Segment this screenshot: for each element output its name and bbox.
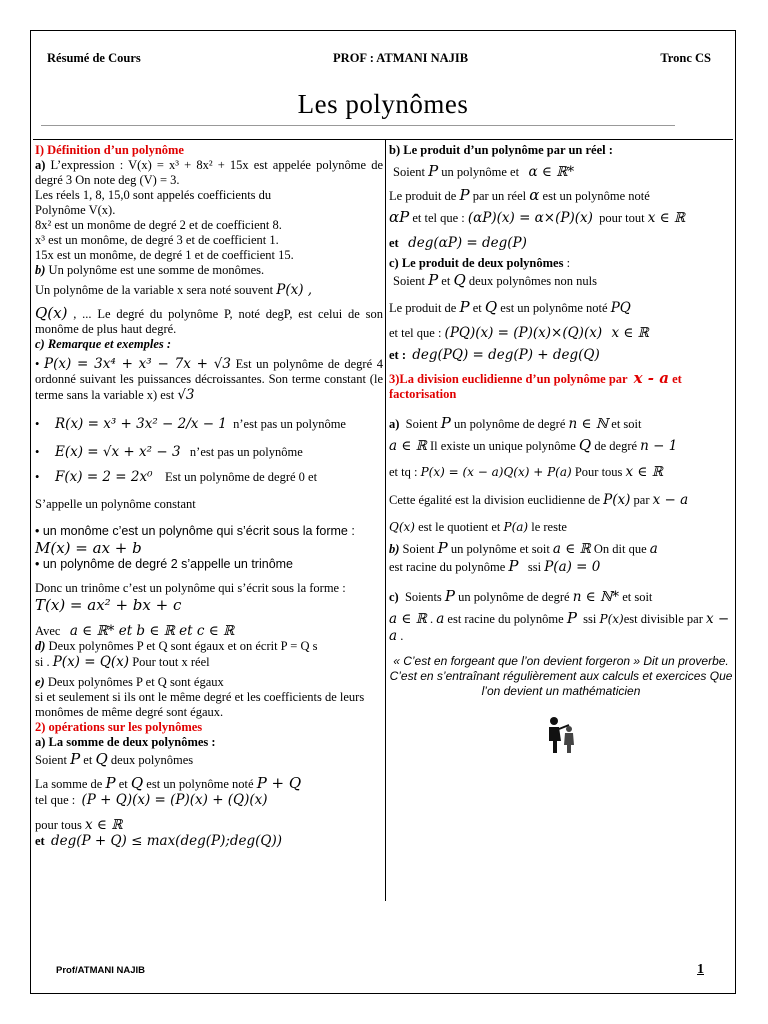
section1-title: I) Définition d’un polynôme xyxy=(35,143,184,157)
sum-line3 xyxy=(35,792,383,808)
def-e-text: Deux polynômes P et Q sont égaux xyxy=(47,674,224,689)
dc-a: a ∈ ℝ xyxy=(389,611,427,628)
da-n: n ∈ ℕ xyxy=(568,416,609,433)
example-4: • F(x) = 2 = 2x⁰ Est un polynôme de degré 0 et xyxy=(35,468,318,485)
pb-p: P xyxy=(428,162,439,180)
dc-text4: est racine du polynôme xyxy=(447,612,564,627)
def-d-text3: Pour tout x réel xyxy=(132,655,210,670)
def-a xyxy=(35,158,383,188)
def-b xyxy=(35,263,383,278)
da-qx: Q(x) xyxy=(389,519,415,534)
def-d2 xyxy=(35,654,383,670)
quote-1: « C’est en forgeant que l’on devient forgeron » Dit un proverbe. xyxy=(393,653,729,668)
pc-title: c) Le produit de deux polynômes xyxy=(389,255,564,270)
da-q: Q xyxy=(578,436,592,455)
da-text10: le reste xyxy=(531,519,567,534)
example-3-math: E(x) = √x + x² − 3 xyxy=(55,443,181,460)
da-text9: est le quotient et xyxy=(418,519,501,534)
db-ssi: ssi xyxy=(527,560,542,575)
def-e2: si et seulement si ils ont le même degré et les coefficients de leurs monômes de même degré sont égaux. xyxy=(35,689,365,719)
da-text4: Il existe un unique polynôme xyxy=(429,439,576,454)
example-2-math: R(x) = x³ + 3x² − 2/x − 1 xyxy=(55,415,227,432)
da-px: P(x) xyxy=(603,491,631,508)
db-soient: Soient xyxy=(402,541,435,556)
db-text4: est racine du polynôme xyxy=(389,560,506,575)
pb-text7: pour tout xyxy=(599,211,645,226)
da-a: a ∈ ℝ xyxy=(389,438,427,455)
monome-x3: x³ est un monôme, de degré 3 et de coefficient 1. xyxy=(35,233,279,247)
da-label: a) xyxy=(389,417,400,432)
sum-q2: Q xyxy=(130,773,144,792)
monome-15x: 15x est un monôme, de degré 1 et de coefficient 15. xyxy=(35,248,294,262)
prod-two-line1 xyxy=(389,271,733,289)
prod-two-line3 xyxy=(389,325,733,341)
section3-title2: factorisation xyxy=(389,387,457,402)
constant-poly: S’appelle un polynôme constant xyxy=(35,497,196,512)
dc-end: . xyxy=(400,628,404,643)
pc-et2: et xyxy=(472,300,482,315)
example-2: • R(x) = x³ + 3x² − 2/x − 1 n’est pas un polynôme xyxy=(35,415,346,432)
pb-deg: deg(αP) = deg(P) xyxy=(408,235,527,252)
dc-text2: un polynôme de degré xyxy=(458,590,570,605)
da-text7: Pour tous xyxy=(574,464,623,479)
dc-ssi: ssi xyxy=(583,612,597,627)
sum-title: a) La somme de deux polynômes : xyxy=(35,734,216,749)
pb-math: (αP)(x) = α×(P)(x) xyxy=(467,210,593,227)
example-1: • P(x) = 3x⁴ + x³ − 7x + √3 Est un polynôme de degré 4 ordonné suivant les puissances décroissantes. Son terme constant (le terme sans la variable x) est √3 xyxy=(35,356,383,404)
pc-text4: est un polynôme noté xyxy=(500,300,608,315)
remark-title: c) Remarque et exemples : xyxy=(35,337,172,352)
pc-et3: et : xyxy=(389,347,406,362)
prod-two-line2 xyxy=(389,298,733,316)
title-rule xyxy=(41,125,675,126)
dc-xa: x − a xyxy=(389,611,730,644)
header-left: Résumé de Cours xyxy=(47,51,141,65)
teacher-student-picture xyxy=(543,713,579,755)
quote-2: C’est en s’entraînant régulièrement aux calculs et exercices Que l’on devient un mathématicien xyxy=(389,668,733,698)
def-d-text: Deux polynômes P et Q sont égaux et on écrit P = Q s xyxy=(48,639,318,654)
example-2-text: n’est pas un polynôme xyxy=(233,416,346,431)
pc-q2: Q xyxy=(484,297,498,316)
dc-p2: P xyxy=(566,609,577,628)
sum-tel-que: tel que : xyxy=(35,792,76,807)
prod-real-line3 xyxy=(389,208,733,226)
sum-line4 xyxy=(35,817,383,833)
da-pa: P(a) xyxy=(503,519,529,534)
s3-et: et xyxy=(672,372,682,387)
notation-px: P(x) , xyxy=(276,282,313,298)
monome-math: M(x) = ax + b xyxy=(35,539,142,558)
da-text3: et soit xyxy=(611,417,642,432)
pb-text4: par un réel xyxy=(472,189,527,204)
sum-line5 xyxy=(35,833,383,849)
pc-deg: deg(PQ) = deg(P) + deg(Q) xyxy=(412,346,600,363)
pc-text2: deux polynômes non nuls xyxy=(468,273,598,288)
pb-ap: αP xyxy=(389,208,410,227)
header xyxy=(47,51,711,66)
trinome-def: • un polynôme de degré 2 s’appelle un trinôme xyxy=(35,557,294,572)
pb-x: x ∈ ℝ xyxy=(647,210,686,227)
content-top-border xyxy=(33,139,733,140)
pb-et: et xyxy=(389,236,399,251)
dc-p: P xyxy=(444,587,455,606)
column-divider xyxy=(385,139,386,901)
div-a-line5 xyxy=(389,520,733,535)
da-text8: Cette égalité est la division euclidienne de xyxy=(389,492,601,507)
db-av: a xyxy=(649,540,658,557)
pb-text5: est un polynôme noté xyxy=(542,189,650,204)
s3-title: 3)La division euclidienne d’un polynôme par xyxy=(389,372,628,387)
sum-p2: P xyxy=(105,773,116,792)
sum-deux: deux polynômes xyxy=(110,752,194,767)
pc-soient: Soient xyxy=(393,273,425,288)
pc-colon: : xyxy=(566,255,571,270)
sum-et2: et xyxy=(118,776,128,791)
sum-pour-tous: pour tous xyxy=(35,817,82,832)
trinome-def2: Donc un trinôme c’est un polynôme qui s’écrit sous la forme : xyxy=(35,581,346,596)
db-a: a ∈ ℝ xyxy=(552,540,591,557)
notation-qx: Q(x) xyxy=(35,304,68,323)
pc-et: et xyxy=(441,273,451,288)
db-text2: un polynôme et soit xyxy=(450,541,550,556)
pc-p2: P xyxy=(459,297,470,316)
div-b-line2 xyxy=(389,557,733,575)
notation-text: Un polynôme de la variable x sera noté souvent xyxy=(35,283,274,297)
prod-real-title: b) Le produit d’un polynôme par un réel : xyxy=(389,143,613,157)
def-d-math: P(x) = Q(x) xyxy=(52,654,130,671)
sum-deg: deg(P + Q) ≤ max(deg(P);deg(Q)) xyxy=(50,832,283,849)
sum-p: P xyxy=(70,749,81,768)
degree-def-text: , ... Le degré du polynôme P, noté degP, est celui de son monôme de plus haut degré. xyxy=(35,307,383,337)
example-1-text: Est un polynôme de degré 4 ordonné suivant les puissances décroissantes. Son terme constant (le terme sans la variable x) est xyxy=(35,357,383,403)
dc-text5: est divisible par xyxy=(623,612,703,627)
da-text5: de degré xyxy=(594,439,638,454)
div-a-line4 xyxy=(389,492,733,508)
da-xa: x − a xyxy=(652,491,689,508)
sum-math: (P + Q)(x) = (P)(x) + (Q)(x) xyxy=(81,791,268,808)
sum-x: x ∈ ℝ xyxy=(85,816,123,833)
da-n1: n − 1 xyxy=(640,438,678,455)
right-column xyxy=(389,143,733,755)
page-title: Les polynômes xyxy=(297,89,469,119)
example-1-const: √3 xyxy=(177,387,195,404)
monome-form-math xyxy=(35,539,383,557)
s3-xa: x - a xyxy=(633,369,669,388)
da-math: P(x) = (x − a)Q(x) + P(a) xyxy=(420,464,572,479)
header-right: Tronc CS xyxy=(660,51,711,65)
page-number: 1 xyxy=(697,962,704,977)
dc-dot: . xyxy=(429,612,434,627)
db-math: P(a) = 0 xyxy=(544,559,601,576)
page-frame xyxy=(30,30,736,994)
sum-la-somme: La somme de xyxy=(35,776,103,791)
prod-two-line4 xyxy=(389,347,733,363)
div-a-line3 xyxy=(389,464,733,480)
footer-author: Prof/ATMANI NAJIB xyxy=(56,965,146,976)
db-p: P xyxy=(437,538,448,557)
def-d-label: d) xyxy=(35,639,46,654)
dc-text3: et soit xyxy=(622,590,653,605)
dc-soients: Soients xyxy=(404,590,442,605)
div-c-line1 xyxy=(389,587,733,605)
header-center: PROF : ATMANI NAJIB xyxy=(333,51,469,65)
pb-text2: un polynôme et xyxy=(441,165,520,179)
degree-def xyxy=(35,304,383,337)
da-text6: et tq : xyxy=(389,464,418,479)
sum-q: Q xyxy=(95,749,108,768)
example-4-math: F(x) = 2 = 2x⁰ xyxy=(55,468,153,485)
prod-two-title xyxy=(389,256,733,271)
div-a-line1 xyxy=(389,414,733,432)
sum-soient: Soient xyxy=(35,752,67,767)
def-a-text: L’expression : V(x) = x³ + 8x² + 15x est appelée polynôme de degré 3 On note deg (V) = 3. xyxy=(35,158,383,187)
left-column xyxy=(35,143,383,849)
pb-p2: P xyxy=(459,186,470,205)
da-par: par xyxy=(633,492,650,507)
dc-px: P(x) xyxy=(599,612,624,627)
section3-title xyxy=(389,369,733,387)
notation-line xyxy=(35,282,383,298)
prod-real-line2 xyxy=(389,186,733,204)
pc-q: Q xyxy=(453,270,466,289)
def-e xyxy=(35,675,383,690)
monome-form: • un monôme c’est un polynôme qui s’écrit sous la forme : xyxy=(35,524,355,539)
avec-line xyxy=(35,623,383,639)
pc-x: x ∈ ℝ xyxy=(611,324,649,341)
sum-et: et xyxy=(83,752,93,767)
div-c-line2 xyxy=(389,609,733,643)
pb-a: α xyxy=(529,186,540,205)
dc-label: c) xyxy=(389,590,399,605)
example-3: • E(x) = √x + x² − 3 n’est pas un polynôme xyxy=(35,443,303,460)
quote-block xyxy=(389,654,733,699)
avec-math: a ∈ ℝ* et b ∈ ℝ et c ∈ ℝ xyxy=(69,623,235,640)
pb-alpha: α ∈ ℝ* xyxy=(528,164,575,180)
def-b-text: Un polynôme est une somme de monômes. xyxy=(48,263,265,277)
pc-text5: et tel que : xyxy=(389,325,442,340)
sum-pq: P + Q xyxy=(256,773,302,792)
da-p: P xyxy=(440,414,451,433)
prod-real-line1 xyxy=(389,162,733,180)
div-b-line1 xyxy=(389,539,733,557)
pb-text6: et tel que : xyxy=(412,211,465,226)
da-text2: un polynôme de degré xyxy=(453,417,566,432)
da-soient: Soient xyxy=(405,417,438,432)
pc-text3: Le produit de xyxy=(389,300,457,315)
monome-8x2: 8x² est un monôme de degré 2 et de coefficient 8. xyxy=(35,218,282,232)
section2-title: 2) opérations sur les polynômes xyxy=(35,719,203,734)
pc-pq: PQ xyxy=(610,299,631,316)
trinome-form xyxy=(35,596,383,614)
pb-soient: Soient xyxy=(393,165,425,179)
sum-et3: et xyxy=(35,833,45,848)
da-x: x ∈ ℝ xyxy=(625,463,663,480)
pb-text3: Le produit de xyxy=(389,189,457,204)
trinome-math: T(x) = ax² + bx + c xyxy=(35,596,182,615)
db-text3: On dit que xyxy=(593,541,647,556)
example-4-text: Est un polynôme de degré 0 et xyxy=(165,469,318,484)
prod-real-line4 xyxy=(389,235,733,251)
def-e-label: e) xyxy=(35,674,45,689)
coef-text: Les réels 1, 8, 15,0 sont appelés coefficients du xyxy=(35,188,272,202)
pc-p: P xyxy=(428,270,439,289)
sum-est: est un polynôme noté xyxy=(146,776,254,791)
def-d xyxy=(35,639,383,654)
db-label: b) xyxy=(389,541,400,556)
def-b-label: b) xyxy=(35,263,46,277)
sum-line2 xyxy=(35,774,383,792)
avec-text: Avec xyxy=(35,624,61,639)
example-1-math: P(x) = 3x⁴ + x³ − 7x + √3 xyxy=(44,356,231,373)
coef-text2: Polynôme V(x). xyxy=(35,203,116,217)
sum-line1 xyxy=(35,750,383,768)
pc-math: (PQ)(x) = (P)(x)×(Q)(x) xyxy=(444,324,603,341)
example-3-text: n’est pas un polynôme xyxy=(189,444,303,459)
dc-av: a xyxy=(436,611,445,628)
dc-n: n ∈ ℕ* xyxy=(572,589,620,606)
div-a-line2 xyxy=(389,436,733,454)
def-d-si: si . xyxy=(35,655,50,670)
db-p2: P xyxy=(508,557,519,576)
def-a-label: a) xyxy=(35,158,46,172)
